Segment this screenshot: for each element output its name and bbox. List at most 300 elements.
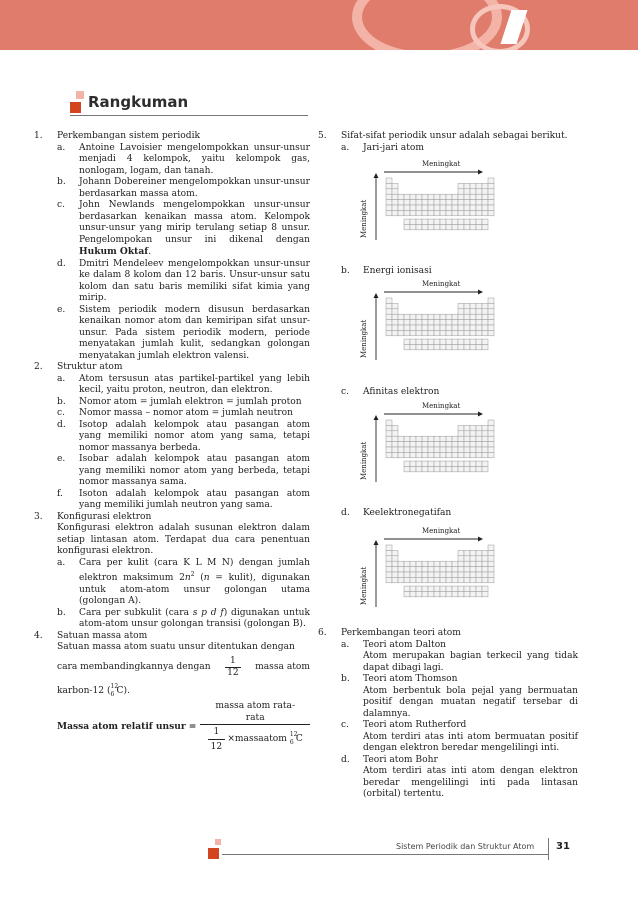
element-cell (464, 561, 470, 566)
element-cell (476, 591, 482, 596)
arrow-head (374, 173, 379, 178)
element-cell (386, 452, 392, 457)
element-cell (488, 330, 494, 335)
element-cell (422, 461, 428, 466)
element-cell (398, 325, 404, 330)
chapter-title: Sistem Periodik dan Struktur Atom (396, 842, 535, 851)
sub-item: a. Cara per kulit (cara K L M N) dengan jumlah elektron maksimum $2n^2$ (n = kulit), digunakan untuk atom-atom unsur golongan utama (golongan A). (57, 557, 310, 607)
element-cell (386, 303, 392, 308)
element-cell (392, 550, 398, 555)
element-cell (428, 219, 434, 224)
element-cell (488, 420, 494, 425)
element-cell (446, 447, 452, 452)
element-cell (416, 194, 422, 199)
element-cell (482, 200, 488, 205)
element-cell (470, 577, 476, 582)
element-cell (488, 194, 494, 199)
element-cell (458, 183, 464, 188)
element-cell (488, 303, 494, 308)
element-cell (464, 431, 470, 436)
element-cell (476, 556, 482, 561)
element-cell (482, 452, 488, 457)
element-cell (398, 200, 404, 205)
element-cell (440, 314, 446, 319)
element-cell (464, 183, 470, 188)
element-cell (416, 224, 422, 229)
header-band (0, 0, 638, 50)
sub-item: d. Isotop adalah kelompok atau pasangan atom yang memiliki nomor atom yang sama, tetapi nomor massanya berbeda. (57, 419, 310, 453)
element-cell (422, 219, 428, 224)
element-cell (458, 205, 464, 210)
element-cell (482, 303, 488, 308)
element-cell (416, 442, 422, 447)
element-cell (464, 442, 470, 447)
element-cell (422, 339, 428, 344)
element-cell (446, 330, 452, 335)
element-cell (476, 205, 482, 210)
element-cell (422, 205, 428, 210)
horizontal-trend-label: Meningkat (422, 402, 461, 410)
element-cell (440, 591, 446, 596)
element-cell (470, 183, 476, 188)
element-cell (470, 586, 476, 591)
element-cell (386, 189, 392, 194)
element-cell (488, 178, 494, 183)
element-cell (410, 339, 416, 344)
element-cell (470, 205, 476, 210)
arrow-head (478, 290, 483, 295)
element-cell (440, 325, 446, 330)
element-cell (458, 567, 464, 572)
element-cell (404, 325, 410, 330)
element-cell (410, 572, 416, 577)
element-cell (404, 461, 410, 466)
element-cell (416, 577, 422, 582)
sub-item-desc: Atom terdiri atas inti atom dengan elektron beredar mengelilingi inti pada lintasan (orbital) tertentu. (363, 766, 578, 799)
vertical-trend-label: Meningkat (360, 319, 368, 358)
horizontal-trend-label: Meningkat (422, 160, 461, 168)
element-cell (482, 189, 488, 194)
element-cell (476, 183, 482, 188)
element-cell (452, 194, 458, 199)
element-cell (404, 442, 410, 447)
element-cell (446, 210, 452, 215)
element-cell (392, 189, 398, 194)
element-cell (440, 194, 446, 199)
element-cell (464, 572, 470, 577)
element-cell (452, 436, 458, 441)
element-cell (458, 572, 464, 577)
element-cell (446, 586, 452, 591)
item-heading: Satuan massa atom (57, 630, 148, 641)
element-cell (488, 210, 494, 215)
element-cell (404, 586, 410, 591)
element-cell (440, 586, 446, 591)
element-cell (470, 189, 476, 194)
element-cell (440, 567, 446, 572)
element-cell (422, 577, 428, 582)
element-cell (458, 320, 464, 325)
sub-item: c. Afinitas elektron (341, 387, 440, 397)
element-cell (392, 447, 398, 452)
vertical-trend-label: Meningkat (360, 566, 368, 605)
element-cell (476, 210, 482, 215)
element-cell (464, 194, 470, 199)
element-cell (398, 194, 404, 199)
element-cell (386, 178, 392, 183)
element-cell (398, 447, 404, 452)
element-cell (446, 314, 452, 319)
element-cell (440, 461, 446, 466)
element-cell (434, 447, 440, 452)
element-cell (488, 452, 494, 457)
element-cell (428, 461, 434, 466)
periodic-table-diagram (360, 280, 510, 372)
element-cell (452, 572, 458, 577)
element-cell (482, 330, 488, 335)
element-cell (482, 466, 488, 471)
element-cell (476, 224, 482, 229)
element-cell (410, 325, 416, 330)
element-cell (428, 210, 434, 215)
element-cell (458, 577, 464, 582)
element-cell (458, 210, 464, 215)
element-cell (404, 466, 410, 471)
element-cell (470, 442, 476, 447)
item-number: 6. (318, 628, 327, 638)
element-cell (386, 572, 392, 577)
element-cell (446, 325, 452, 330)
element-cell (482, 320, 488, 325)
element-cell (470, 561, 476, 566)
element-cell (404, 572, 410, 577)
element-cell (428, 330, 434, 335)
element-cell (422, 200, 428, 205)
element-cell (434, 194, 440, 199)
element-cell (470, 320, 476, 325)
element-cell (458, 224, 464, 229)
element-cell (428, 561, 434, 566)
element-cell (386, 577, 392, 582)
element-cell (398, 572, 404, 577)
element-cell (482, 210, 488, 215)
list-item-6 (318, 628, 578, 640)
element-cell (440, 344, 446, 349)
element-cell (410, 442, 416, 447)
element-cell (452, 314, 458, 319)
element-cell (422, 224, 428, 229)
element-cell (416, 452, 422, 457)
item-heading: Perkembangan teori atom (341, 628, 461, 638)
element-cell (386, 447, 392, 452)
element-cell (464, 344, 470, 349)
element-cell (410, 447, 416, 452)
element-cell (440, 205, 446, 210)
element-cell (392, 577, 398, 582)
item-number: 3. (34, 511, 43, 522)
element-cell (386, 325, 392, 330)
element-cell (428, 572, 434, 577)
element-cell (488, 447, 494, 452)
element-cell (386, 200, 392, 205)
element-cell (482, 194, 488, 199)
element-cell (422, 452, 428, 457)
element-cell (440, 320, 446, 325)
element-cell (482, 339, 488, 344)
footer-marker-small (215, 839, 221, 845)
element-cell (392, 210, 398, 215)
element-cell (416, 200, 422, 205)
element-cell (452, 577, 458, 582)
sub-item-desc: Atom merupakan bagian terkecil yang tidak dapat dibagi lagi. (363, 651, 578, 673)
element-cell (386, 210, 392, 215)
sub-item: a. Teori atom Dalton (341, 639, 447, 650)
element-cell (428, 344, 434, 349)
element-cell (422, 572, 428, 577)
element-cell (392, 442, 398, 447)
hukum-oktaf-term: Hukum Oktaf (79, 246, 149, 257)
element-cell (398, 330, 404, 335)
element-cell (386, 561, 392, 566)
element-cell (410, 567, 416, 572)
element-cell (482, 425, 488, 430)
element-cell (470, 330, 476, 335)
element-cell (482, 224, 488, 229)
element-cell (476, 442, 482, 447)
element-cell (440, 200, 446, 205)
footer-marker (208, 848, 219, 859)
element-cell (422, 447, 428, 452)
element-cell (458, 431, 464, 436)
element-cell (416, 210, 422, 215)
element-cell (464, 556, 470, 561)
element-cell (452, 567, 458, 572)
element-cell (428, 194, 434, 199)
element-cell (482, 183, 488, 188)
element-cell (404, 577, 410, 582)
element-cell (458, 330, 464, 335)
element-cell (440, 561, 446, 566)
list-item-2 (34, 362, 310, 374)
element-cell (428, 447, 434, 452)
element-cell (476, 194, 482, 199)
element-cell (428, 442, 434, 447)
element-cell (446, 567, 452, 572)
sub-item: b. Johann Dobereiner mengelompokkan unsur-unsur berdasarkan massa atom. (57, 177, 310, 199)
element-cell (434, 461, 440, 466)
element-cell (464, 452, 470, 457)
list-item-1 (34, 131, 310, 143)
element-cell (392, 320, 398, 325)
element-cell (416, 561, 422, 566)
arrow-head (478, 170, 483, 175)
element-cell (470, 436, 476, 441)
element-cell (476, 436, 482, 441)
element-cell (464, 219, 470, 224)
element-cell (488, 556, 494, 561)
element-cell (392, 200, 398, 205)
element-cell (470, 556, 476, 561)
element-cell (458, 461, 464, 466)
element-cell (416, 344, 422, 349)
element-cell (446, 339, 452, 344)
element-cell (392, 572, 398, 577)
element-cell (464, 330, 470, 335)
element-cell (482, 586, 488, 591)
element-cell (392, 325, 398, 330)
element-cell (404, 194, 410, 199)
element-cell (416, 325, 422, 330)
element-cell (464, 189, 470, 194)
element-cell (446, 591, 452, 596)
paragraph: Satuan massa atom suatu unsur ditentukan dengan (57, 642, 295, 653)
element-cell (458, 436, 464, 441)
element-cell (458, 556, 464, 561)
element-cell (434, 572, 440, 577)
element-cell (482, 577, 488, 582)
element-cell (422, 436, 428, 441)
element-cell (404, 314, 410, 319)
element-cell (470, 210, 476, 215)
element-cell (434, 567, 440, 572)
item-heading: Struktur atom (57, 362, 123, 372)
element-cell (392, 556, 398, 561)
element-cell (440, 330, 446, 335)
footer-divider (548, 838, 549, 860)
element-cell (434, 200, 440, 205)
element-cell (416, 461, 422, 466)
element-cell (476, 461, 482, 466)
element-cell (464, 200, 470, 205)
element-cell (434, 586, 440, 591)
element-cell (488, 436, 494, 441)
element-cell (464, 447, 470, 452)
element-cell (464, 577, 470, 582)
sub-item: d. Teori atom Bohr (341, 754, 438, 765)
element-cell (410, 314, 416, 319)
element-cell (446, 461, 452, 466)
element-cell (452, 320, 458, 325)
element-cell (452, 210, 458, 215)
element-cell (392, 303, 398, 308)
element-cell (386, 205, 392, 210)
element-cell (476, 466, 482, 471)
element-cell (386, 567, 392, 572)
element-cell (482, 572, 488, 577)
sub-item: d. Dmitri Mendeleev mengelompokkan unsur-unsur ke dalam 8 kolom dan 12 baris. Unsur-unsur satu kolom dan satu baris memiliki sifat kimia yang mirip. (57, 258, 310, 303)
element-cell (446, 572, 452, 577)
fraction-one-twelfth: $\frac{1}{12}$ (227, 655, 239, 679)
element-cell (482, 567, 488, 572)
element-cell (488, 183, 494, 188)
item-heading: Konfigurasi elektron (57, 511, 152, 522)
sub-item: a. Antoine Lavoisier mengelompokkan unsur-unsur menjadi 4 kelompok, yaitu kelompok gas, nonlogam, logam, dan tanah. (57, 142, 310, 176)
element-cell (446, 344, 452, 349)
element-cell (422, 314, 428, 319)
element-cell (434, 330, 440, 335)
element-cell (440, 210, 446, 215)
element-cell (476, 309, 482, 314)
element-cell (488, 200, 494, 205)
element-cell (470, 447, 476, 452)
element-cell (416, 339, 422, 344)
element-cell (386, 431, 392, 436)
element-cell (434, 436, 440, 441)
element-cell (398, 205, 404, 210)
element-cell (410, 591, 416, 596)
element-cell (392, 205, 398, 210)
element-cell (434, 591, 440, 596)
element-cell (398, 561, 404, 566)
element-cell (464, 224, 470, 229)
element-cell (392, 330, 398, 335)
element-cell (386, 442, 392, 447)
element-cell (386, 183, 392, 188)
element-cell (488, 309, 494, 314)
element-cell (458, 425, 464, 430)
element-cell (476, 577, 482, 582)
element-cell (440, 466, 446, 471)
element-cell (416, 330, 422, 335)
element-cell (404, 436, 410, 441)
element-cell (470, 466, 476, 471)
element-cell (428, 586, 434, 591)
element-cell (428, 591, 434, 596)
element-cell (422, 194, 428, 199)
element-cell (386, 330, 392, 335)
element-cell (470, 224, 476, 229)
sub-item: c. John Newlands mengelompokkan unsur-unsur berdasarkan kenaikan massa atom. Kelompok unsur-unsur yang mirip terulang setiap 8 unsur. Pengelompokan unsur ini dikenal dengan Hukum Oktaf. (57, 200, 310, 257)
element-cell (446, 442, 452, 447)
element-cell (446, 561, 452, 566)
element-cell (470, 303, 476, 308)
element-cell (386, 550, 392, 555)
element-cell (422, 591, 428, 596)
element-cell (410, 330, 416, 335)
element-cell (476, 425, 482, 430)
paragraph: Konfigurasi elektron adalah susunan elektron dalam setiap lintasan atom. Terdapat dua cara penentuan konfigurasi elektron. (57, 523, 310, 556)
element-cell (440, 577, 446, 582)
element-cell (398, 314, 404, 319)
sub-item: e. Isobar adalah kelompok atau pasangan atom yang memiliki nomor atom yang berbeda, tetapi nomor massanya sama. (57, 454, 310, 487)
element-cell (434, 452, 440, 457)
element-cell (440, 436, 446, 441)
element-cell (470, 219, 476, 224)
element-cell (410, 344, 416, 349)
element-cell (446, 320, 452, 325)
element-cell (404, 200, 410, 205)
element-cell (476, 314, 482, 319)
element-cell (488, 567, 494, 572)
element-cell (404, 210, 410, 215)
element-cell (488, 577, 494, 582)
element-cell (476, 550, 482, 555)
horizontal-trend-label: Meningkat (422, 527, 461, 535)
element-cell (488, 550, 494, 555)
element-cell (464, 210, 470, 215)
element-cell (398, 567, 404, 572)
element-cell (410, 436, 416, 441)
element-cell (476, 189, 482, 194)
element-cell (458, 200, 464, 205)
element-cell (422, 320, 428, 325)
title-underline (70, 115, 308, 116)
element-cell (458, 561, 464, 566)
element-cell (398, 442, 404, 447)
element-cell (404, 344, 410, 349)
element-cell (476, 330, 482, 335)
item-number: 4. (34, 630, 43, 641)
